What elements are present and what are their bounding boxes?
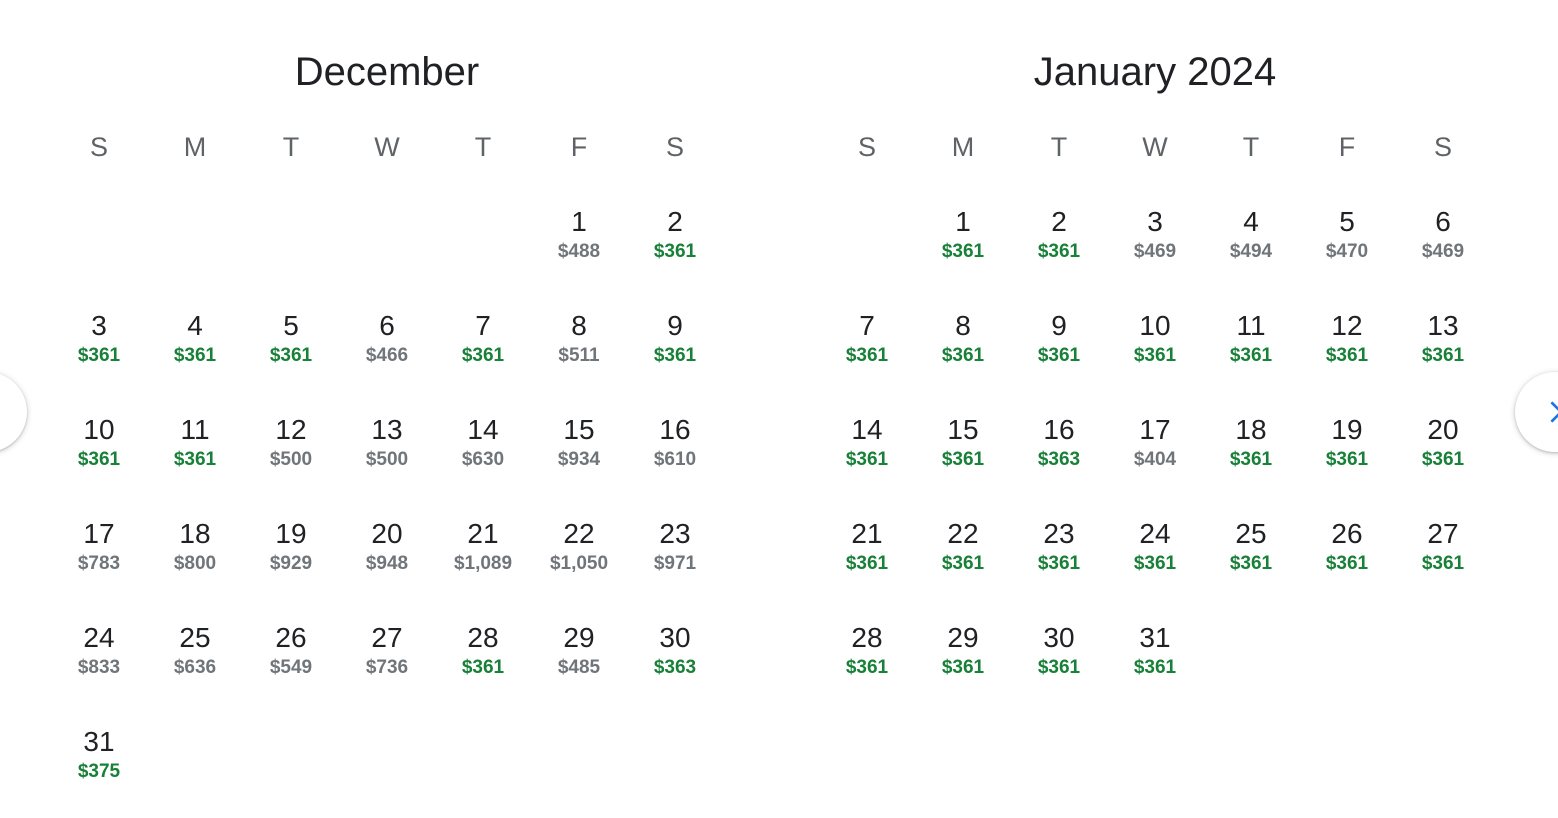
weekday-header bbox=[51, 130, 723, 164]
low-price-label: $361 bbox=[845, 657, 889, 678]
price-label: $1,050 bbox=[549, 553, 609, 574]
calendar-day-cell[interactable] bbox=[915, 309, 1011, 405]
day-number: 8 bbox=[571, 310, 587, 341]
calendar-day-cell[interactable] bbox=[627, 517, 723, 613]
calendar-day-cell[interactable] bbox=[1011, 205, 1107, 301]
low-price-label: $361 bbox=[77, 345, 121, 366]
calendar-day-cell[interactable] bbox=[1299, 205, 1395, 301]
calendar-day-cell[interactable] bbox=[339, 413, 435, 509]
day-number: 22 bbox=[563, 518, 595, 549]
low-price-label: $375 bbox=[77, 761, 121, 782]
day-number: 19 bbox=[275, 518, 307, 549]
weekday-label: S bbox=[1433, 132, 1452, 162]
day-number: 28 bbox=[851, 622, 883, 653]
low-price-label: $361 bbox=[1421, 345, 1465, 366]
low-price-label: $361 bbox=[1037, 657, 1081, 678]
day-number: 9 bbox=[667, 310, 683, 341]
price-label: $470 bbox=[1325, 241, 1369, 262]
day-number: 5 bbox=[283, 310, 299, 341]
day-number: 30 bbox=[1043, 622, 1075, 653]
calendar-day-cell[interactable] bbox=[1107, 205, 1203, 301]
day-number: 13 bbox=[371, 414, 403, 445]
low-price-label: $363 bbox=[1037, 449, 1081, 470]
low-price-label: $361 bbox=[941, 657, 985, 678]
price-label: $934 bbox=[557, 449, 601, 470]
calendar-day-cell[interactable] bbox=[819, 413, 915, 509]
day-number: 20 bbox=[1427, 414, 1459, 445]
calendar-day-cell[interactable] bbox=[147, 517, 243, 613]
low-price-label: $361 bbox=[941, 241, 985, 262]
price-label: $736 bbox=[365, 657, 409, 678]
chevron-right-icon bbox=[1539, 396, 1558, 428]
day-number: 14 bbox=[467, 414, 499, 445]
calendar-day-cell[interactable] bbox=[531, 309, 627, 405]
day-number: 6 bbox=[1435, 206, 1451, 237]
calendar-day-cell[interactable] bbox=[1203, 205, 1299, 301]
low-price-label: $361 bbox=[461, 657, 505, 678]
calendar-day-cell[interactable] bbox=[1011, 517, 1107, 613]
weekday-label: M bbox=[183, 132, 207, 162]
calendar-day-cell[interactable] bbox=[339, 517, 435, 613]
calendar-day-cell[interactable] bbox=[915, 413, 1011, 509]
day-number: 20 bbox=[371, 518, 403, 549]
day-number: 25 bbox=[179, 622, 211, 653]
low-price-label: $361 bbox=[653, 345, 697, 366]
weekday-label: W bbox=[1142, 132, 1168, 162]
calendar-day-cell[interactable] bbox=[531, 517, 627, 613]
month-title: December bbox=[294, 50, 480, 94]
low-price-label: $361 bbox=[1325, 553, 1369, 574]
calendar-day-cell[interactable] bbox=[1299, 413, 1395, 509]
calendar-day-cell[interactable] bbox=[147, 413, 243, 509]
price-label: $500 bbox=[365, 449, 409, 470]
day-number: 10 bbox=[83, 414, 115, 445]
day-number: 18 bbox=[1235, 414, 1267, 445]
low-price-label: $361 bbox=[1229, 449, 1273, 470]
calendar-day-cell[interactable] bbox=[1203, 309, 1299, 405]
day-number: 22 bbox=[947, 518, 979, 549]
day-number: 25 bbox=[1235, 518, 1267, 549]
low-price-label: $363 bbox=[653, 657, 697, 678]
day-number: 4 bbox=[187, 310, 203, 341]
calendar-day-cell[interactable] bbox=[1395, 205, 1491, 301]
weekday-label: T bbox=[1050, 132, 1068, 162]
calendar-day-cell[interactable] bbox=[915, 205, 1011, 301]
day-number: 26 bbox=[1331, 518, 1363, 549]
calendar-day-cell[interactable] bbox=[51, 725, 147, 818]
calendar-day-cell[interactable] bbox=[915, 621, 1011, 717]
calendar-day-cell[interactable] bbox=[915, 517, 1011, 613]
low-price-label: $361 bbox=[1229, 553, 1273, 574]
calendar-day-cell[interactable] bbox=[819, 621, 915, 717]
day-number: 21 bbox=[467, 518, 499, 549]
chevron-left-icon bbox=[0, 396, 3, 428]
price-label: $500 bbox=[269, 449, 313, 470]
day-number: 13 bbox=[1427, 310, 1459, 341]
day-number: 16 bbox=[1043, 414, 1075, 445]
calendar-day-cell[interactable] bbox=[147, 621, 243, 717]
calendar-day-cell[interactable] bbox=[435, 309, 531, 405]
calendar-day-cell[interactable] bbox=[243, 517, 339, 613]
weekday-label: S bbox=[665, 132, 684, 162]
price-label: $494 bbox=[1229, 241, 1273, 262]
day-number: 17 bbox=[83, 518, 115, 549]
calendar-day-cell[interactable] bbox=[1011, 413, 1107, 509]
low-price-label: $361 bbox=[1133, 553, 1177, 574]
day-number: 29 bbox=[563, 622, 595, 653]
price-label: $469 bbox=[1421, 241, 1465, 262]
calendar-day-cell[interactable] bbox=[1299, 309, 1395, 405]
low-price-label: $361 bbox=[77, 449, 121, 470]
calendar-day-cell[interactable] bbox=[627, 621, 723, 717]
weekday-header bbox=[819, 130, 1491, 164]
day-number: 2 bbox=[667, 206, 683, 237]
price-label: $511 bbox=[558, 345, 600, 366]
day-number: 21 bbox=[851, 518, 883, 549]
calendar-day-cell[interactable] bbox=[243, 413, 339, 509]
day-number: 15 bbox=[947, 414, 979, 445]
day-number: 27 bbox=[1427, 518, 1459, 549]
low-price-label: $361 bbox=[941, 553, 985, 574]
day-number: 4 bbox=[1243, 206, 1259, 237]
low-price-label: $361 bbox=[1421, 449, 1465, 470]
calendar-day-cell[interactable] bbox=[1203, 517, 1299, 613]
calendar-day-cell[interactable] bbox=[243, 621, 339, 717]
calendar-day-cell[interactable] bbox=[1011, 621, 1107, 717]
calendar-day-cell[interactable] bbox=[627, 309, 723, 405]
day-number: 17 bbox=[1139, 414, 1171, 445]
low-price-label: $361 bbox=[1133, 657, 1177, 678]
price-label: $488 bbox=[557, 241, 601, 262]
price-label: $971 bbox=[653, 553, 697, 574]
price-label: $1,089 bbox=[453, 553, 513, 574]
day-number: 2 bbox=[1051, 206, 1067, 237]
calendar-day-cell[interactable] bbox=[819, 309, 915, 405]
price-label: $549 bbox=[269, 657, 313, 678]
weekday-label: F bbox=[1338, 132, 1356, 162]
price-label: $630 bbox=[461, 449, 505, 470]
weekday-label: W bbox=[374, 132, 400, 162]
calendar-day-cell[interactable] bbox=[435, 621, 531, 717]
day-number: 29 bbox=[947, 622, 979, 653]
low-price-label: $361 bbox=[1325, 345, 1369, 366]
day-number: 7 bbox=[859, 310, 875, 341]
day-number: 30 bbox=[659, 622, 691, 653]
calendar-day-cell[interactable] bbox=[243, 309, 339, 405]
day-number: 23 bbox=[659, 518, 691, 549]
calendar-day-cell[interactable] bbox=[1011, 309, 1107, 405]
low-price-label: $361 bbox=[269, 345, 313, 366]
price-label: $929 bbox=[269, 553, 313, 574]
weekday-label: S bbox=[857, 132, 876, 162]
previous-month-button[interactable] bbox=[0, 372, 27, 452]
day-number: 31 bbox=[83, 726, 115, 757]
low-price-label: $361 bbox=[1037, 241, 1081, 262]
calendar-day-cell[interactable] bbox=[1107, 309, 1203, 405]
low-price-label: $361 bbox=[173, 449, 217, 470]
price-label: $636 bbox=[173, 657, 217, 678]
day-number: 19 bbox=[1331, 414, 1363, 445]
calendar-day-cell[interactable] bbox=[51, 621, 147, 717]
weekday-label: F bbox=[570, 132, 588, 162]
day-number: 14 bbox=[851, 414, 883, 445]
weekday-label: T bbox=[282, 132, 300, 162]
weekday-label: M bbox=[951, 132, 975, 162]
low-price-label: $361 bbox=[173, 345, 217, 366]
calendar-day-cell[interactable] bbox=[1203, 413, 1299, 509]
price-label: $469 bbox=[1133, 241, 1177, 262]
weekday-label: S bbox=[89, 132, 108, 162]
weekday-label: T bbox=[1242, 132, 1260, 162]
price-label: $800 bbox=[173, 553, 217, 574]
low-price-label: $361 bbox=[941, 345, 985, 366]
calendar-day-cell[interactable] bbox=[1299, 517, 1395, 613]
day-number: 12 bbox=[275, 414, 307, 445]
low-price-label: $361 bbox=[845, 449, 889, 470]
day-number: 7 bbox=[475, 310, 491, 341]
day-number: 23 bbox=[1043, 518, 1075, 549]
day-number: 8 bbox=[955, 310, 971, 341]
day-number: 24 bbox=[1139, 518, 1171, 549]
day-number: 3 bbox=[1147, 206, 1163, 237]
day-number: 9 bbox=[1051, 310, 1067, 341]
day-number: 12 bbox=[1331, 310, 1363, 341]
low-price-label: $361 bbox=[845, 553, 889, 574]
price-label: $610 bbox=[653, 449, 697, 470]
day-number: 15 bbox=[563, 414, 595, 445]
day-number: 1 bbox=[571, 206, 587, 237]
day-number: 1 bbox=[955, 206, 971, 237]
calendar-day-cell[interactable] bbox=[1107, 621, 1203, 717]
weekday-label: T bbox=[474, 132, 492, 162]
calendar-day-cell[interactable] bbox=[819, 517, 915, 613]
month-title: January 2024 bbox=[1033, 50, 1277, 94]
day-number: 28 bbox=[467, 622, 499, 653]
calendar-day-cell[interactable] bbox=[339, 309, 435, 405]
calendar-day-cell[interactable] bbox=[435, 517, 531, 613]
calendar-day-cell[interactable] bbox=[51, 309, 147, 405]
calendar-day-cell[interactable] bbox=[627, 413, 723, 509]
day-number: 16 bbox=[659, 414, 691, 445]
day-number: 27 bbox=[371, 622, 403, 653]
low-price-label: $361 bbox=[941, 449, 985, 470]
calendar-day-cell[interactable] bbox=[1395, 309, 1491, 405]
low-price-label: $361 bbox=[845, 345, 889, 366]
calendar-day-cell[interactable] bbox=[147, 309, 243, 405]
price-label: $485 bbox=[557, 657, 601, 678]
low-price-label: $361 bbox=[461, 345, 505, 366]
day-number: 6 bbox=[379, 310, 395, 341]
calendar-day-cell[interactable] bbox=[531, 205, 627, 301]
calendar-day-cell[interactable] bbox=[51, 517, 147, 613]
day-number: 18 bbox=[179, 518, 211, 549]
day-number: 11 bbox=[1236, 310, 1266, 341]
low-price-label: $361 bbox=[1421, 553, 1465, 574]
day-number: 11 bbox=[180, 414, 210, 445]
price-label: $466 bbox=[365, 345, 409, 366]
low-price-label: $361 bbox=[1133, 345, 1177, 366]
calendar-day-cell[interactable] bbox=[51, 413, 147, 509]
next-month-button[interactable] bbox=[1515, 372, 1558, 452]
calendar-day-cell[interactable] bbox=[435, 413, 531, 509]
calendar-day-cell[interactable] bbox=[1107, 517, 1203, 613]
price-label: $783 bbox=[77, 553, 121, 574]
calendar-day-cell[interactable] bbox=[531, 413, 627, 509]
calendar-day-cell[interactable] bbox=[1395, 517, 1491, 613]
day-number: 5 bbox=[1339, 206, 1355, 237]
low-price-label: $361 bbox=[1037, 553, 1081, 574]
calendar-day-cell[interactable] bbox=[1107, 413, 1203, 509]
price-label: $833 bbox=[77, 657, 121, 678]
day-number: 31 bbox=[1139, 622, 1171, 653]
low-price-label: $361 bbox=[1325, 449, 1369, 470]
day-number: 3 bbox=[91, 310, 107, 341]
day-number: 26 bbox=[275, 622, 307, 653]
calendar-day-cell[interactable] bbox=[531, 621, 627, 717]
calendar-day-cell[interactable] bbox=[627, 205, 723, 301]
day-number: 24 bbox=[83, 622, 115, 653]
low-price-label: $361 bbox=[653, 241, 697, 262]
price-label: $948 bbox=[365, 553, 409, 574]
calendar-day-cell[interactable] bbox=[1395, 413, 1491, 509]
low-price-label: $361 bbox=[1229, 345, 1273, 366]
price-label: $404 bbox=[1133, 449, 1177, 470]
day-number: 10 bbox=[1139, 310, 1171, 341]
low-price-label: $361 bbox=[1037, 345, 1081, 366]
calendar-day-cell[interactable] bbox=[339, 621, 435, 717]
